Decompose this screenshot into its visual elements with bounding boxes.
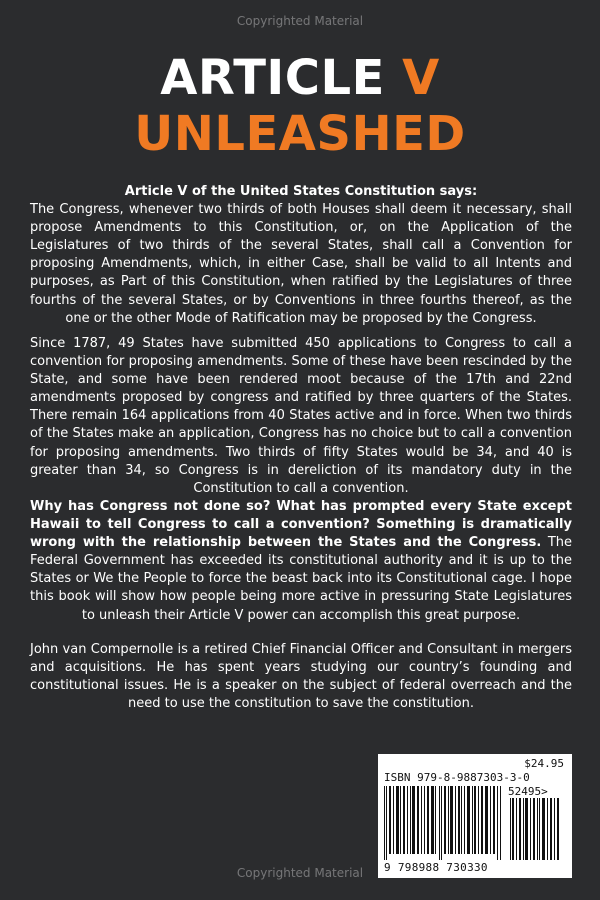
isbn: ISBN 979-8-9887303-3-0: [384, 771, 530, 784]
title-line-1: [0, 50, 600, 106]
why-lead: Why has Congress not done so? What has prompted every State except Hawaii to tell Congress to call a convention? Something is dramatically wrong with the relationship between the States and the Congress.: [30, 499, 572, 551]
title-numeral: V: [402, 50, 440, 106]
quote-heading: Article V of the United States Constitution says:: [124, 184, 478, 199]
watermark-top: Copyrighted Material: [236, 14, 364, 28]
why-rest: The Federal Government has exceeded its constitutional authority and it is up to the States or We the People to force the beast back into its Constitutional cage. I hope this book will show how people being more active in pressuring State Legislatures to unleash their Article V power can accomplish this great purpose.: [30, 535, 573, 623]
title-article: ARTICLE: [160, 50, 385, 106]
supplement-barcode-icon: [510, 798, 560, 860]
ean-digits: 9 798988 730330: [384, 861, 488, 874]
barcode-label: [378, 754, 572, 878]
constitution-quote: [30, 183, 572, 328]
why-paragraph: [30, 498, 572, 625]
watermark-bottom: Copyrighted Material: [236, 866, 364, 880]
book-title: [0, 50, 600, 162]
supplement-code: 52495>: [508, 785, 548, 798]
applications-paragraph: Since 1787, 49 States have submitted 450 applications to Congress to call a convention for proposing amendments. Some of these have been rescinded by the State, and some have been rendered moot because of the 17th and 22nd amendments proposed by congress and ratified by three quarters of the States. There remain 164 applications from 40 States active and in force. When two thirds of the States make an application, Congress has no choice but to call a convention for proposing amendments. Two thirds of fifty States would be 34, and 40 is greater than 34, so Congress is in dereliction of its mandatory duty in the Constitution to call a convention.: [30, 336, 572, 496]
price: $24.95: [524, 757, 564, 770]
quote-body: The Congress, whenever two thirds of both Houses shall deem it necessary, shall propose Amendments to this Constitution, or, on the Application of the Legislatures of two thirds of the several States, shall call a Convention for proposing Amendments, which, in either Case, shall be valid to all Intents and purposes, as Part of this Constitution, when ratified by the Legislatures of three fourths of the several States, or by Conventions in three fourths thereof, as the one or the other Mode of Ratification may be proposed by the Congress.: [30, 202, 572, 326]
ean-barcode-icon: [384, 786, 504, 860]
title-line-2: UNLEASHED: [134, 106, 466, 162]
author-bio: John van Compernolle is a retired Chief Financial Officer and Consultant in mergers and acquisitions. He has spent years studying our country’s founding and constitutional issues. He is a speaker on the subject of federal overreach and the need to use the constitution to save the constitution.: [30, 642, 572, 712]
